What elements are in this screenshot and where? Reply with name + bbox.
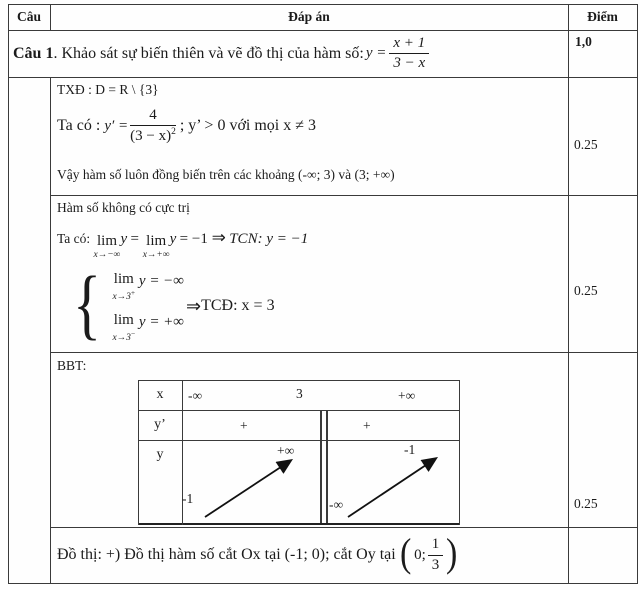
derivative-denominator — [130, 126, 176, 145]
table-border-row3-bottom — [50, 352, 638, 353]
bbt-score: 0.25 — [574, 496, 598, 511]
lim-subscript-base: x→3 — [112, 292, 131, 303]
system-row-1 — [112, 266, 184, 304]
lim-subscript — [112, 289, 135, 303]
tcd-text: TCĐ: x = 3 — [201, 297, 275, 314]
system-row-2-rhs: y = +∞ — [135, 314, 185, 331]
derivative-denominator-exponent: 2 — [171, 127, 176, 137]
derivative-numerator: 4 — [130, 107, 176, 126]
lim-subscript: x→−∞ — [93, 250, 121, 260]
bbt-label-y-text: y — [156, 447, 164, 462]
fraction-numerator: x + 1 — [389, 35, 429, 54]
taco2-label: Ta có: — [57, 231, 94, 246]
bbt-border-row1 — [138, 410, 460, 411]
close-paren: ) — [446, 530, 458, 575]
equals-sign: = — [130, 231, 143, 247]
question-formula-fraction — [389, 35, 429, 73]
question-row — [13, 30, 563, 77]
header-cell-dap-an — [50, 4, 568, 30]
table-border-bottom — [8, 583, 638, 584]
domain-line: TXĐ : D = R \ {3} — [57, 82, 159, 97]
horizontal-asymptote-line — [57, 228, 308, 261]
limit-stack-3 — [112, 272, 135, 303]
derivative-fraction — [130, 107, 176, 146]
implies-arrow-icon: ⇒ — [211, 228, 226, 247]
graph-line — [57, 531, 459, 579]
system-row-1-rhs: y = −∞ — [135, 273, 185, 290]
limit-stack-2 — [143, 234, 170, 261]
lim-arg: y — [169, 231, 177, 247]
bbt-x-right: +∞ — [398, 388, 416, 403]
table-border-row1-bottom — [8, 77, 638, 78]
lim-word: lim — [113, 271, 134, 287]
tcn-text: TCN: y = −1 — [229, 231, 309, 247]
fraction-denominator: 3 − x — [393, 55, 426, 71]
bbt-title: BBT: — [57, 358, 87, 373]
table-border-row4-bottom — [50, 527, 638, 528]
derivative-lhs: y′ = — [104, 117, 129, 134]
derivative-tail: ; y’ > 0 với mọi x ≠ 3 — [179, 117, 317, 134]
bbt-x-mid: 3 — [296, 386, 303, 401]
bbt-label-x-text: x — [156, 387, 164, 402]
bbt-label-yprime — [138, 410, 182, 440]
graph-text: Đồ thị: +) Đồ thị hàm số cắt Ox tại (-1; 0); cắt Oy tại — [57, 546, 396, 563]
asymptote-score: 0.25 — [574, 283, 598, 298]
header-cell-diem — [568, 4, 637, 30]
bbt-y-right-top: -1 — [404, 442, 416, 457]
vertical-asymptote-conclusion — [186, 295, 275, 317]
bbt-label-yprime-text: y’ — [154, 417, 166, 432]
taco-label: Ta có : — [57, 117, 101, 134]
header-diem-label: Điểm — [587, 9, 618, 24]
lim-subscript-sign: − — [130, 329, 136, 338]
table-border-right — [637, 4, 638, 584]
implies-arrow-icon: ⇒ — [186, 295, 202, 316]
bbt-y-left-top: +∞ — [277, 443, 295, 458]
lim-arg: y — [120, 231, 128, 247]
bbt-y-right-bottom: -∞ — [329, 497, 344, 512]
bbt-yprime-right: + — [363, 418, 371, 433]
table-divider-cau-body — [50, 77, 51, 584]
lim-subscript-sign: + — [130, 288, 136, 297]
table-border-left — [8, 4, 9, 584]
limit-stack-1 — [94, 234, 121, 261]
limit-stack-4 — [112, 313, 135, 344]
lim-subscript — [112, 330, 135, 344]
header-dap-an-label: Đáp án — [288, 9, 330, 24]
lim-word: lim — [96, 233, 117, 249]
bbt-label-x — [138, 380, 182, 410]
lim-subscript: x→+∞ — [142, 250, 170, 260]
no-extremum-line: Hàm số không có cực trị — [57, 200, 190, 215]
question-label: Câu 1 — [13, 44, 54, 62]
bbt-y-left-bottom: -1 — [182, 491, 194, 506]
derivative-line — [57, 103, 316, 149]
graph-point-x: 0; — [414, 546, 426, 563]
limit-rhs: = −1 — [179, 231, 212, 247]
graph-point-numerator: 1 — [428, 536, 444, 555]
open-paren: ( — [399, 530, 412, 575]
header-cell-cau — [8, 4, 50, 30]
bbt-yprime-left: + — [240, 418, 248, 433]
lim-subscript-base: x→3 — [112, 333, 131, 344]
monotonic-line: Vậy hàm số luôn đồng biến trên các khoảng (-∞; 3) và (3; +∞) — [57, 167, 395, 182]
table-divider-diem — [568, 4, 569, 584]
system-brace: { — [73, 260, 102, 347]
table-border-row2-bottom — [50, 195, 638, 196]
lim-word: lim — [146, 233, 167, 249]
question-text: . Khảo sát sự biến thiên và vẽ đồ thị của hàm số: — [53, 44, 364, 62]
derivative-denominator-base: (3 − x) — [130, 128, 172, 144]
question-formula-lhs: y = — [365, 45, 387, 61]
increase-arrow-icon — [348, 459, 435, 517]
bbt-border-top — [138, 380, 460, 381]
vertical-asymptote-system — [73, 262, 184, 346]
increase-arrow-icon — [205, 461, 290, 517]
header-cau-label: Câu — [16, 9, 41, 24]
lim-word: lim — [113, 312, 134, 328]
question-score: 1,0 — [575, 34, 592, 49]
bbt-x-left: -∞ — [188, 388, 203, 403]
system-rows — [112, 266, 184, 342]
domain-score: 0.25 — [574, 137, 598, 152]
graph-point-fraction — [428, 536, 444, 574]
bbt-arrows — [138, 440, 460, 525]
system-row-2 — [112, 304, 184, 342]
graph-point-denominator: 3 — [431, 556, 440, 573]
